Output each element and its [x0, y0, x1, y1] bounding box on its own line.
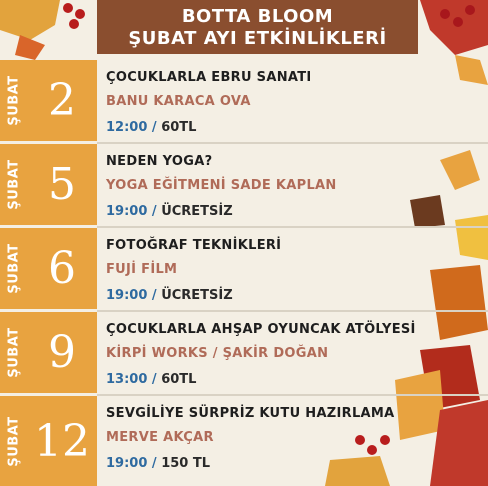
day-number: 2: [48, 75, 76, 126]
date-box: [0, 312, 97, 396]
event-row: [0, 396, 488, 486]
event-time: 19:00 /: [106, 288, 157, 303]
event-row: [0, 60, 488, 144]
month-events-title: ŞUBAT AYI ETKİNLİKLERİ: [128, 28, 387, 49]
month-label: ŞUBAT: [6, 243, 22, 294]
day-number: 9: [48, 327, 76, 378]
day-number: 12: [34, 415, 90, 467]
event-row: [0, 228, 488, 312]
event-host: FUJİ FİLM: [106, 262, 178, 277]
event-host: MERVE AKÇAR: [106, 430, 214, 445]
event-row: [0, 312, 488, 396]
event-host: YOGA EĞİTMENİ SADE KAPLAN: [106, 178, 337, 193]
event-title: FOTOĞRAF TEKNİKLERİ: [106, 238, 282, 253]
event-host: KİRPİ WORKS / ŞAKİR DOĞAN: [106, 346, 329, 361]
day-number: 6: [48, 243, 76, 294]
event-title: NEDEN YOGA?: [106, 154, 213, 169]
event-price: ÜCRETSİZ: [161, 288, 233, 303]
event-title: ÇOCUKLARLA EBRU SANATI: [106, 70, 312, 85]
event-title: SEVGİLİYE SÜRPRİZ KUTU HAZIRLAMA: [106, 406, 395, 421]
day-number: 5: [48, 159, 76, 210]
event-price: ÜCRETSİZ: [161, 204, 233, 219]
month-label: ŞUBAT: [6, 75, 22, 126]
venue-title: BOTTA BLOOM: [181, 6, 334, 27]
date-box: [0, 396, 97, 486]
month-label: ŞUBAT: [6, 327, 22, 378]
date-box: [0, 60, 97, 144]
month-label: ŞUBAT: [6, 415, 22, 467]
event-title: ÇOCUKLARLA AHŞAP OYUNCAK ATÖLYESİ: [106, 322, 416, 337]
title-banner: [97, 0, 418, 54]
event-time: 13:00 /: [106, 372, 157, 387]
event-host: BANU KARACA OVA: [106, 94, 251, 109]
event-price: 150 TL: [161, 456, 211, 471]
date-box: [0, 144, 97, 228]
event-time: 12:00 /: [106, 120, 157, 135]
event-time: 19:00 /: [106, 204, 157, 219]
date-box: [0, 228, 97, 312]
event-row: [0, 144, 488, 228]
event-price: 60TL: [161, 372, 197, 387]
month-label: ŞUBAT: [6, 159, 22, 210]
event-price: 60TL: [161, 120, 197, 135]
event-time: 19:00 /: [106, 456, 157, 471]
